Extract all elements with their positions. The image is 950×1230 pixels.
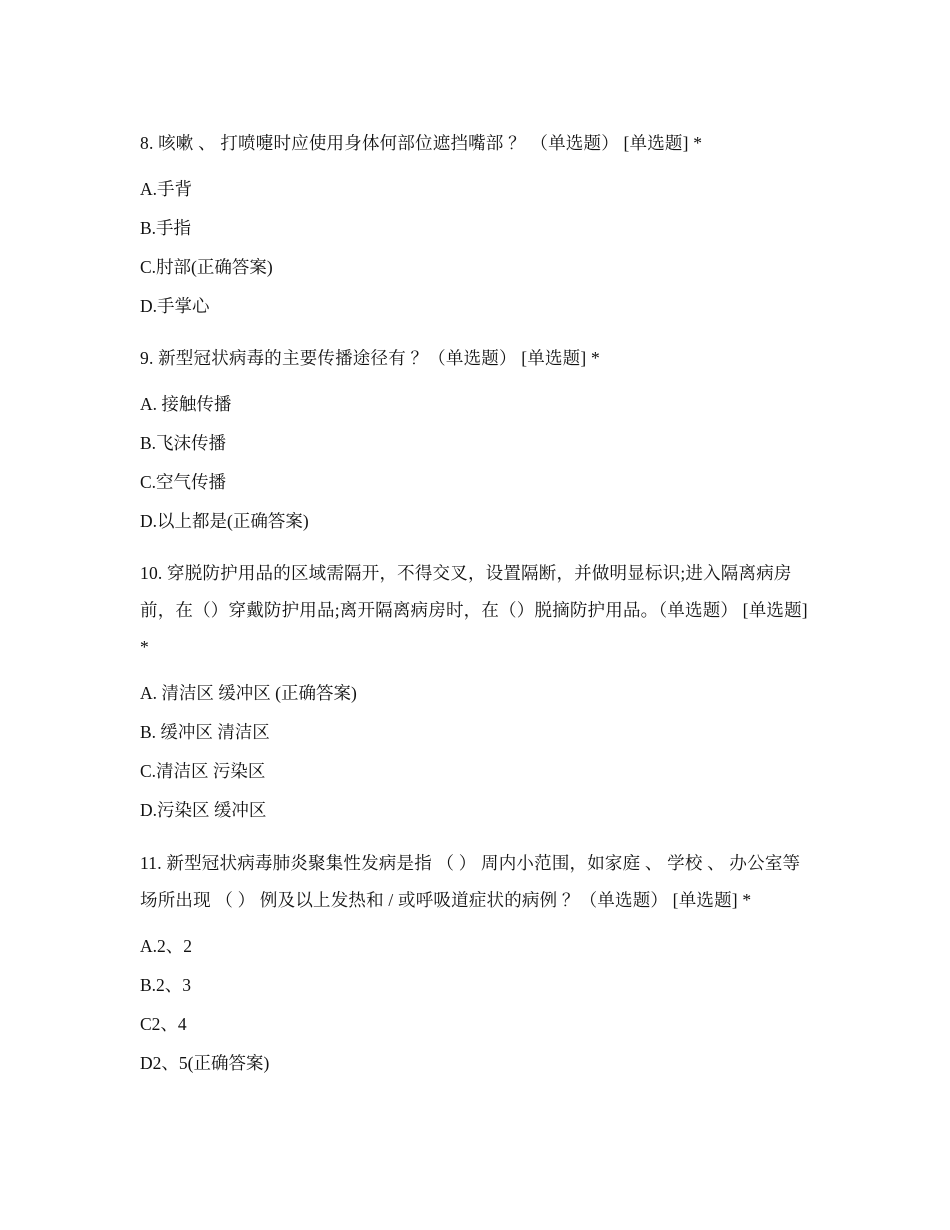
- option-d: D.手掌心: [140, 296, 210, 316]
- question-title: 10. 穿脱防护用品的区域需隔开，不得交叉，设置隔断，并做明显标识;进入隔离病房前，在（）穿戴防护用品;离开隔离病房时，在（）脱摘防护用品。（单选题） [单选题] *: [140, 563, 808, 657]
- option-c: C2、4: [140, 1014, 187, 1034]
- option-a: A.手背: [140, 179, 193, 199]
- question-title: 8. 咳嗽 、 打喷嚏时应使用身体何部位遮挡嘴部 ？ （单选题） [单选题] *: [140, 133, 703, 153]
- question-11: [140, 845, 812, 1073]
- option-c: C.清洁区 污染区: [140, 761, 266, 781]
- option-a: A. 清洁区 缓冲区 (正确答案): [140, 683, 357, 703]
- question-10: [140, 555, 812, 820]
- option-b: B.手指: [140, 218, 192, 238]
- option-d: D.以上都是(正确答案): [140, 511, 309, 531]
- option-b: B. 缓冲区 清洁区: [140, 722, 270, 742]
- option-b: B.飞沫传播: [140, 433, 227, 453]
- question-title: 9. 新型冠状病毒的主要传播途径有 ？（单选题） [单选题] *: [140, 348, 600, 368]
- option-a: A. 接触传播: [140, 394, 232, 414]
- option-a: A.2、2: [140, 936, 193, 956]
- option-c: C.空气传播: [140, 472, 227, 492]
- question-8: [140, 125, 812, 316]
- option-b: B.2、3: [140, 975, 192, 995]
- option-d: D2、5(正确答案): [140, 1053, 270, 1073]
- option-d: D.污染区 缓冲区: [140, 800, 267, 820]
- option-c: C.肘部(正确答案): [140, 257, 273, 277]
- question-9: [140, 340, 812, 531]
- question-title: 11. 新型冠状病毒肺炎聚集性发病是指 （ ） 周内小范围，如家庭 、 学校 、 办公室等场所出现 （ ） 例及以上发热和 / 或呼吸道症状的病例 ？（单选题） [单选题] *: [140, 853, 801, 910]
